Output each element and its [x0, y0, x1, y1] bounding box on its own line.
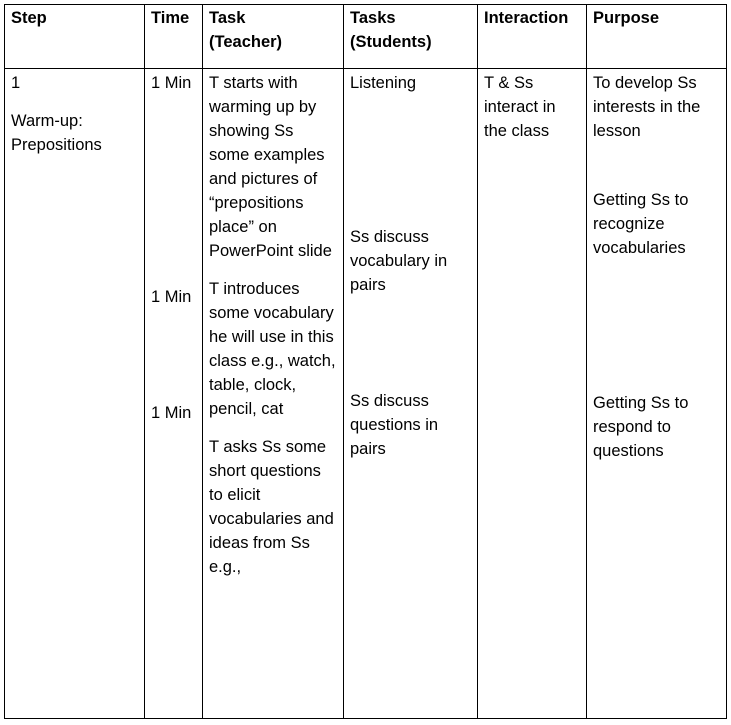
step-number: 1: [11, 74, 21, 92]
step-cell: [5, 69, 145, 719]
interaction-text: T & Ss interact in the class: [484, 74, 556, 140]
time-cell: [145, 69, 203, 719]
step-name: Warm-up: Prepositions: [11, 112, 102, 154]
purpose-cell: [587, 69, 727, 719]
student-task-2: Ss discuss vocabulary in pairs: [350, 228, 448, 294]
header-purpose: Purpose: [587, 5, 727, 69]
interaction-cell: [478, 69, 587, 719]
teacher-task-3: T asks Ss some short questions to elicit vocabularies and ideas from Ss e.g.,: [209, 438, 334, 576]
header-tasks-students: Tasks (Students): [344, 5, 478, 69]
purpose-1: To develop Ss interests in the lesson: [593, 74, 701, 140]
purpose-3: Getting Ss to respond to questions: [593, 394, 689, 460]
teacher-task-cell: [203, 69, 344, 719]
header-task-teacher: Task (Teacher): [203, 5, 344, 69]
student-task-3: Ss discuss questions in pairs: [350, 392, 439, 458]
lesson-plan-table: [4, 4, 727, 719]
header-step: Step: [5, 5, 145, 69]
table-row: [5, 69, 727, 719]
student-task-1: Listening: [350, 74, 417, 92]
header-time: Time: [145, 5, 203, 69]
student-task-cell: [344, 69, 478, 719]
time-1: 1 Min: [151, 74, 192, 92]
time-2: 1 Min: [151, 288, 192, 306]
time-3: 1 Min: [151, 404, 192, 422]
teacher-task-2: T introduces some vocabulary he will use in this class e.g., watch, table, clock, pencil, cat: [209, 280, 336, 418]
purpose-2: Getting Ss to recognize vocabularies: [593, 191, 689, 257]
header-interaction: Interaction: [478, 5, 587, 69]
teacher-task-1: T starts with warming up by showing Ss some examples and pictures of “prepositions place” on PowerPoint slide: [209, 74, 332, 260]
header-row: [5, 5, 727, 69]
